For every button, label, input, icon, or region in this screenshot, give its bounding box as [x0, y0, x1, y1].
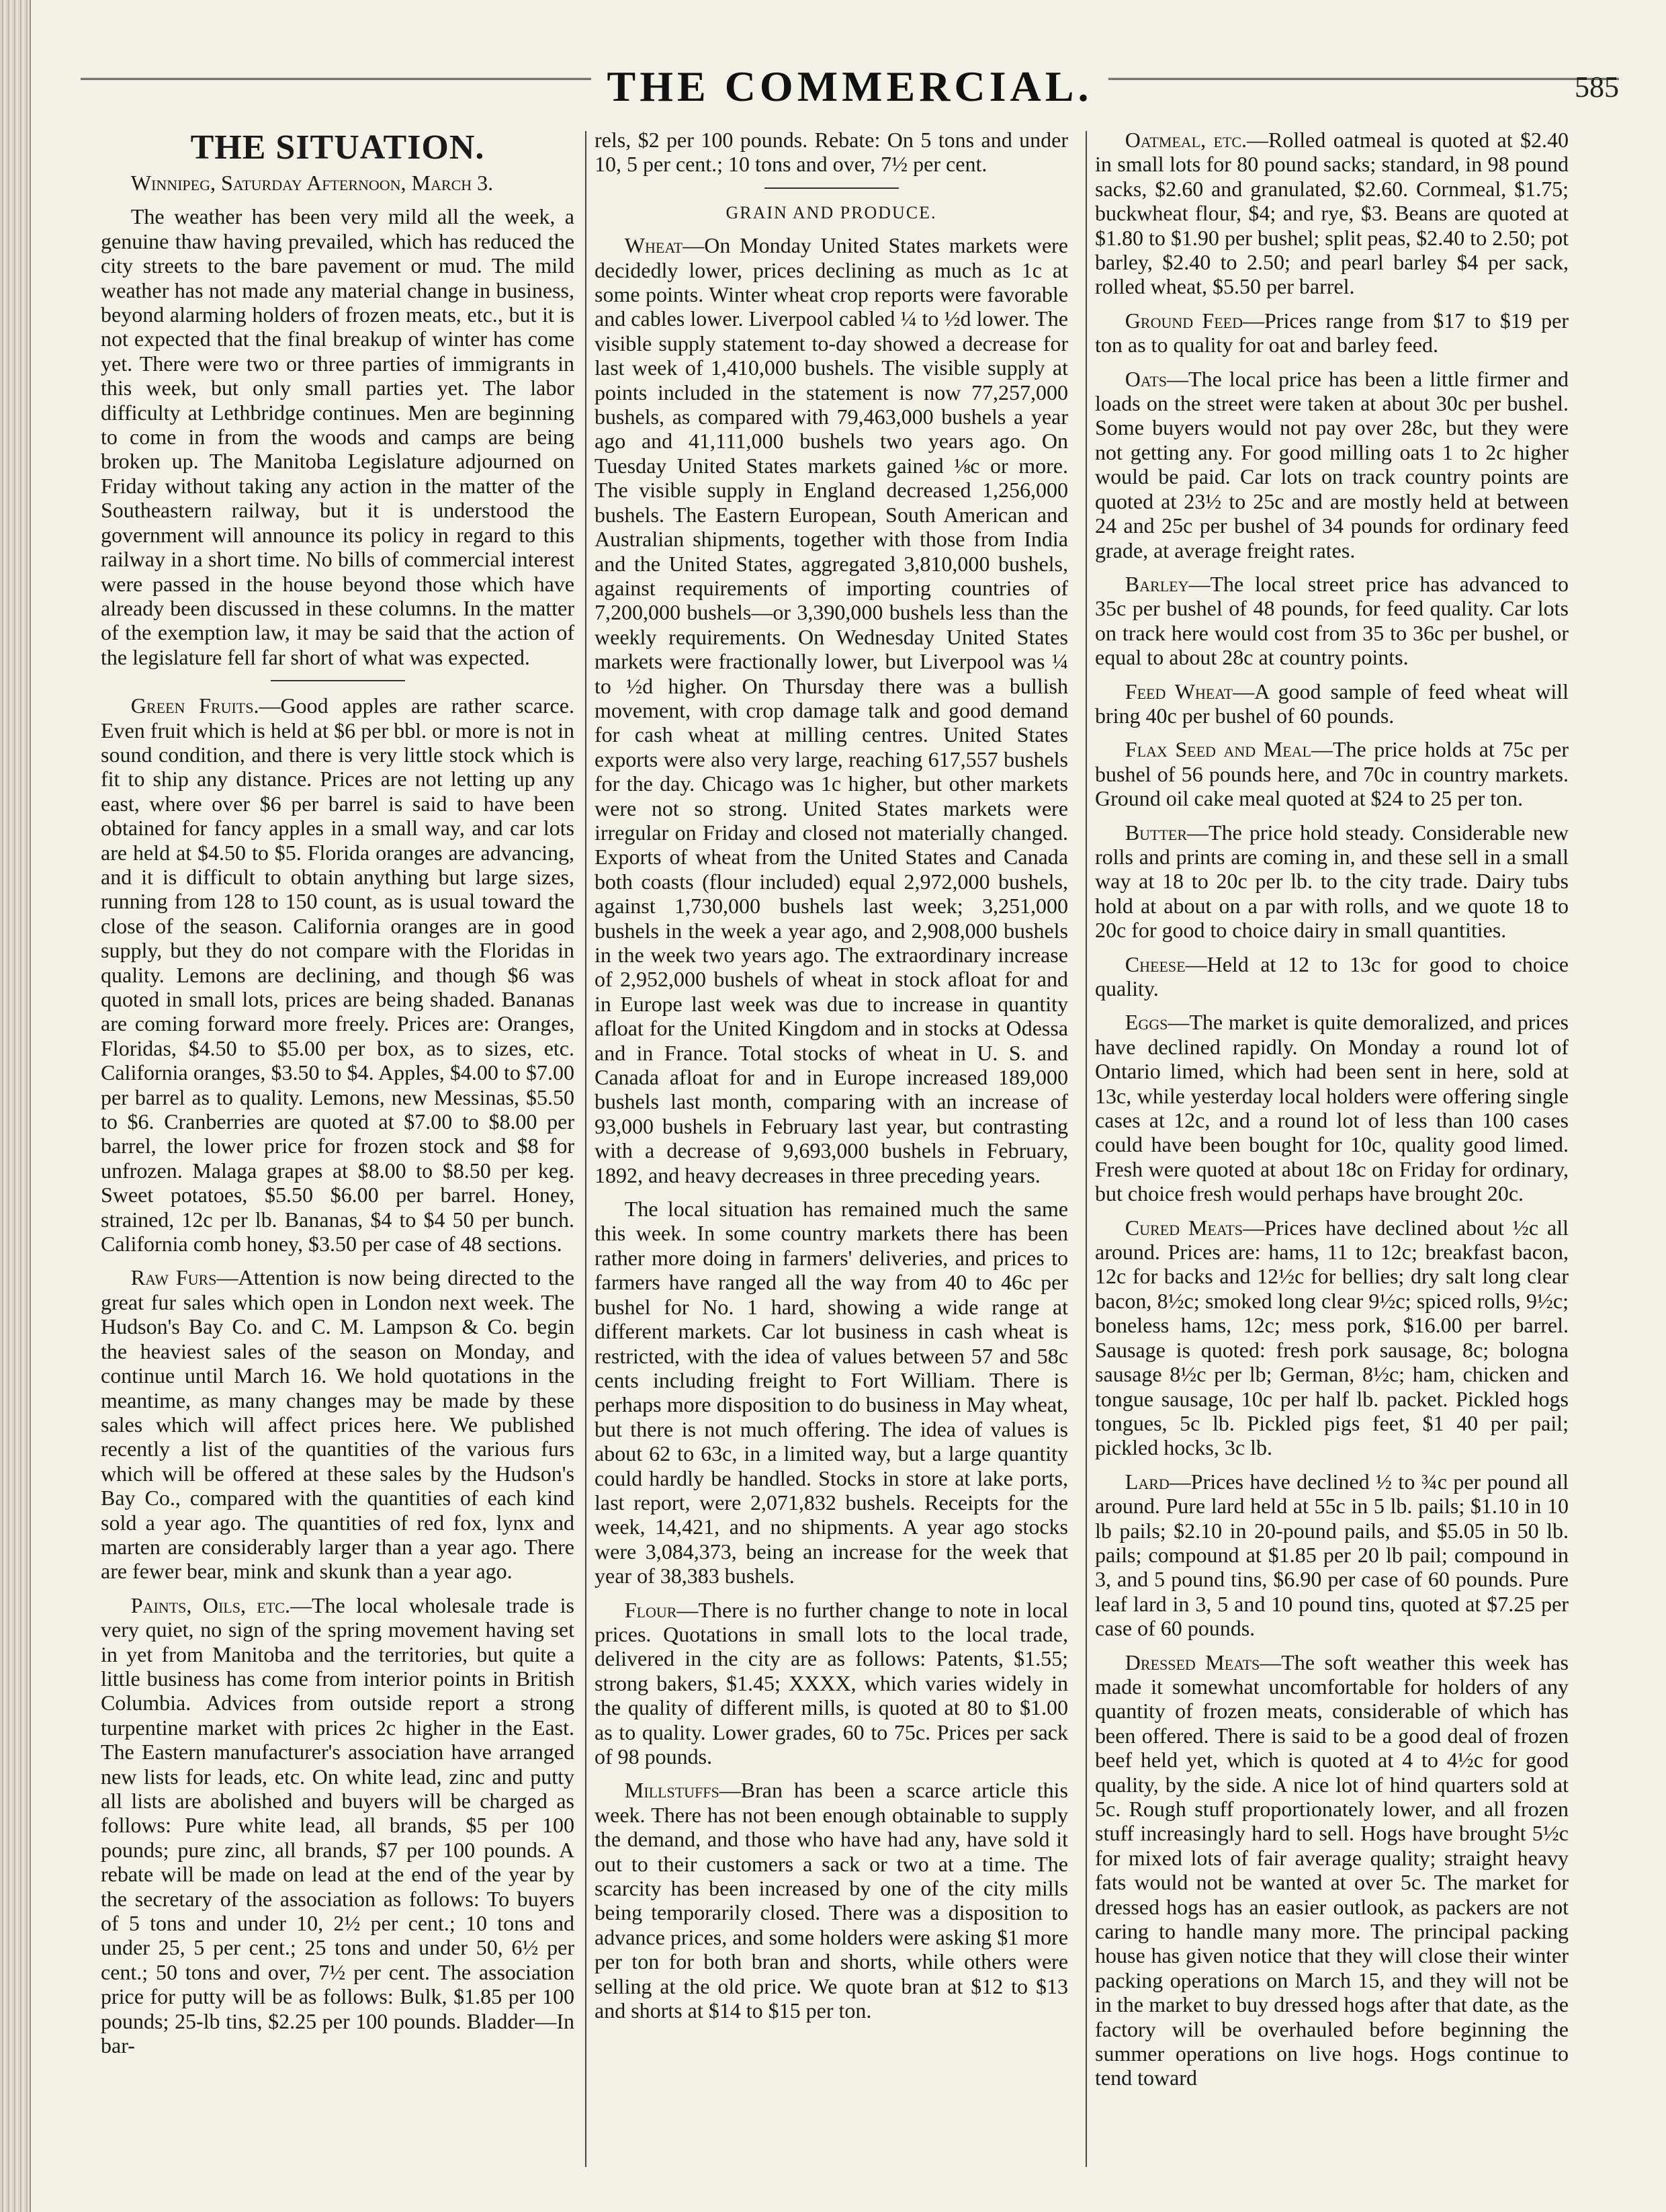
paragraph-butter [1095, 820, 1569, 943]
column-rule-2 [1086, 131, 1087, 2167]
heading-dressed-meats: Dressed Meats [1125, 1650, 1260, 1674]
text-flour: —There is no further change to note in local prices. Quotations in small lots to the local trade, delivered in the city are as follows: Patents, $1.55; strong bakers, $1.45; XXXX, which varies widely in the quality of different mills, is quoted at 80 to $1.00 as to quality. Lower grades, 60 to 75c. Prices per sack of 98 pounds. [595, 1597, 1068, 1769]
paragraph-cured-meats [1095, 1216, 1569, 1460]
text-feed-wheat: —A good sample of feed wheat will bring 40c per bushel of 60 pounds. [1095, 679, 1569, 728]
text-ground-feed: —Prices range from $17 to $19 per ton as to quality for oat and barley feed. [1095, 308, 1569, 357]
column-1 [101, 128, 574, 2170]
text-raw-furs: —Attention is now being directed to the great fur sales which open in London next week. The Hudson's Bay Co. and C. M. Lampson & Co. begin the heaviest sales of the season on Monday, and continue until March 16. We hold quotations in the meantime, as many changes may be made by these sales which will affect prices here. We published recently a list of the quantities of the various furs which will be offered at these sales by the Hudson's Bay Co., compared with the quantities of each kind sold a year ago. The quantities of red fox, lynx and marten are considerably larger than a year ago. There are fewer bear, mink and skunk than a year ago. [101, 1265, 574, 1584]
column-rule-1 [585, 131, 586, 2167]
paragraph-eggs [1095, 1010, 1569, 1205]
text-cured-meats: —Prices have declined about ½c all around. Prices are: hams, 11 to 12c; breakfast bacon, 12c for backs and 12½c for bellies; dry salt long clear bacon, 8½c; smoked long clear 9½c; spiced rolls, 9½c; boneless hams, 12c; mess pork, $16.00 per barrel. Sausage is quoted: fresh pork sausage, 8c; bologna sausage 8½c per lb; German, 8½c; ham, chicken and tongue sausage, 10c per half lb. packet. Pickled hogs tongues, 5c lb. Pickled pigs feet, $1 40 per pail; pickled hocks, 3c lb. [1095, 1215, 1569, 1460]
paragraph-flour [595, 1598, 1068, 1769]
text-wheat: —On Monday United States markets were decidedly lower, prices declining as much as 1c at some points. Winter wheat crop reports were favorable and cables lower. Liverpool cabled ¼ to ½d lower. The visible supply statement to-day showed a decrease for last week of 1,410,000 bushels. The visible supply at points included in the statement is now 77,257,000 bushels, as compared with 79,463,000 bushels a year ago and 41,111,000 bushels two years ago. On Tuesday United States markets gained ⅛c or more. The visible supply in England decreased 1,256,000 bushels. The Eastern European, South American and Australian shipments, together with those from India and the United States, aggregated 3,810,000 bushels, against requirements of importing countries of 7,200,000 bushels—or 3,390,000 bushels less than the weekly requirements. On Wednesday United States markets were fractionally lower, but Liverpool was ¼ to ½d higher. On Thursday there was a bullish movement, with crop damage talk and good demand for cash wheat at milling centres. United States exports were also very large, reaching 617,557 bushels for the day. Chicago was 1c higher, but other markets were not so strong. United States markets were irregular on Friday and closed not materially changed. Exports of wheat from the United States and Canada both coasts (flour included) equal 2,972,000 bushels, against 1,730,000 bushels last week; 3,251,000 bushels in the week a year ago, and 2,908,000 bushels in the week two years ago. The extraordinary increase of 2,952,000 bushels of wheat in stock afloat for and in Europe last week was due to increase in quantity afloat for the United Kingdom and in stocks at Odessa and in France. Total stocks of wheat in U. S. and Canada afloat for and in Europe increased 189,000 bushels last month, comparing with an increase of 93,000 bushels in February last year, but contrasting with a decrease of 9,693,000 bushels in February, 1892, and heavy decreases in three preceding years. [595, 233, 1068, 1187]
heading-barley: Barley [1125, 571, 1189, 596]
paragraph-feed-wheat [1095, 679, 1569, 728]
masthead-text: THE COMMERCIAL. [591, 62, 1109, 110]
heading-feed-wheat: Feed Wheat [1125, 679, 1233, 704]
heading-ground-feed: Ground Feed [1125, 308, 1243, 333]
heading-raw-furs: Raw Furs [130, 1265, 217, 1290]
heading-cured-meats: Cured Meats [1125, 1215, 1243, 1240]
text-paints: —The local wholesale trade is very quiet, no sign of the spring movement having set in yet from Manitoba and the territories, but quite a little business has come from interior points in British Columbia. Advices from outside report a strong turpentine market with prices 2c higher in the East. The Eastern manufacturer's association have arranged new lists for leads, etc. On white lead, zinc and putty all lists are abolished and buyers will be charged as follows: Pure white lead, all brands, $5 per 100 pounds; pure zinc, all brands, $7 per 100 pounds. A rebate will be made on lead at the end of the year by the secretary of the association as follows: To buyers of 5 tons and under 10, 2½ per cent.; 10 tons and under 25, 5 per cent.; 25 tons and under 50, 6½ per cent.; 50 tons and over, 7½ per cent. The association price for putty will be as follows: Bulk, $1.85 per 100 pounds; 25-lb tins, $2.25 per 100 pounds. Bladder—In bar- [101, 1592, 574, 2058]
paragraph-raw-furs [101, 1265, 574, 1583]
heading-eggs: Eggs [1125, 1010, 1168, 1035]
heading-lard: Lard [1125, 1469, 1170, 1494]
paragraph-local-situation: The local situation has remained much the same this week. In some country markets there has been rather more doing in farmers' deliveries, and prices to farmers have ranged all the way from 40 to 46c per bushel for No. 1 hard, showing a wide range at different markets. Car lot business in cash wheat is restricted, with the idea of values between 57 and 58c cents including freight to Fort William. There is perhaps more disposition to do business in May wheat, but there is not much offering. The idea of values is about 62 to 63c, in a limited way, but a large quantity could hardly be handled. Stocks in store at lake ports, last report, were 2,071,832 bushels. Receipts for the week, 14,421, and no shipments. A year ago stocks were 3,084,373, being an increase for the week that year of 38,383 bushels. [595, 1197, 1068, 1588]
column-3 [1095, 128, 1569, 2170]
paragraph-dressed-meats [1095, 1650, 1569, 2090]
section-divider [764, 187, 899, 189]
heading-green-fruits: Green Fruits. [130, 693, 259, 718]
text-barley: —The local street price has advanced to 35c per bushel of 48 pounds, for feed quality. Car lots on track here would cost from 35 to 36c per bushel, or equal to about 28c at country points. [1095, 571, 1569, 670]
masthead [81, 62, 1619, 112]
heading-oats: Oats [1125, 366, 1168, 391]
heading-cheese: Cheese [1125, 951, 1186, 976]
page-number: 585 [1575, 71, 1619, 103]
text-green-fruits: —Good apples are rather scarce. Even fruit which is held at $6 per bbl. or more is not in sound condition, and there is very little stock which is fit to ship any distance. Prices are not letting up any east, where over $6 per barrel is said to have been obtained for fancy apples in a small way, and car lots are held at $4.50 to $5. Florida oranges are advancing, and it is difficult to obtain anything but large sizes, running from 128 to 150 count, as is usual toward the close of the season. California oranges are in good supply, but they do not compare with the Floridas in quality. Lemons are declining, and though $6 was quoted in small lots, prices are being shaded. Bananas are coming forward more freely. Prices are: Oranges, Floridas, $4.50 to $5.00 per box, as to sizes, etc. California oranges, $3.50 to $4. Apples, $4.00 to $7.00 per barrel as to quality. Lemons, new Messinas, $5.50 to $6. Cranberries are quoted at $7.00 to $8.00 per barrel, the lower price for frozen stock and $8 for unfrozen. Malaga grapes at $8.00 to $8.50 per keg. Sweet potatoes, $5.50 $6.00 per barrel. Honey, strained, 12c per lb. Bananas, $4 to $4 50 per bunch. California comb honey, $3.50 per case of 48 sections. [101, 693, 574, 1257]
page-spine-edge [0, 0, 31, 2212]
heading-flour: Flour [624, 1597, 677, 1622]
paragraph-flax [1095, 737, 1569, 810]
text-butter: —The price hold steady. Considerable new rolls and prints are coming in, and these sell in a small way at 18 to 20c per lb. to the city trade. Dairy tubs hold at about on a par with rolls, and we quote 18 to 20c for good to choice dairy in small quantities. [1095, 820, 1569, 943]
heading-paints: Paints, Oils, etc. [130, 1592, 290, 1617]
paragraph-wheat [595, 233, 1068, 1187]
text-oatmeal: —Rolled oatmeal is quoted at $2.40 in small lots for 80 pound sacks; standard, in 98 pound sacks, $2.60 and granulated, $2.60. Cornmeal, $1.75; buckwheat flour, $4; and rye, $3. Beans are quoted at $1.80 to $1.90 per bushel; split peas, $2.40 to 2.50; pot barley, $2.40 to 2.50; and pearl barley $4 per sack, rolled wheat, $5.50 per barrel. [1095, 128, 1569, 299]
text-oats: —The local price has been a little firmer and loads on the street were taken at about 30c per bushel. Some buyers would not pay over 28c, but they were not getting any. For good milling oats 1 to 2c higher would be paid. Car lots on track country points are quoted at 23½ to 25c and are mostly held at between 24 and 25c per bushel of 34 pounds for ordinary feed grade, at average freight rates. [1095, 366, 1569, 562]
paragraph-oatmeal [1095, 128, 1569, 299]
text-dressed-meats: —The soft weather this week has made it somewhat uncomfortable for holders of any quantity of frozen meats, considerable of which has been offered. There is said to be a good deal of frozen beef held yet, which is quoted at 4 to 4½c for good quality, by the side. A nice lot of hind quarters sold at 5c. Rough stuff proportionately lower, and all frozen stuff increasingly hard to sell. Hogs have brought 5½c for mixed lots of fair average quality; straight heavy fats would not be wanted at over 5c. The market for dressed hogs has an easier outlook, as packers are not caring to handle many more. The principal packing house has given notice that they will close their winter packing operations on March 15, and they will not be in the market to buy dressed hogs after that date, as the factory will be overhauled before beginning the summer operations on live hogs. Hogs continue to tend toward [1095, 1650, 1569, 2090]
page-header [81, 60, 1619, 114]
heading-flax: Flax Seed and Meal [1125, 737, 1311, 762]
heading-millstuffs: Millstuffs [624, 1778, 719, 1803]
text-millstuffs: —Bran has been a scarce article this week. There has not been enough obtainable to supply the demand, and those who have had any, have sold it out to their customers a sack or two at a time. The scarcity has been increased by one of the city mills being temporarily closed. There was a disposition to advance prices, and some holders were asking $1 more per ton for both bran and shorts, while others were selling at the old price. We quote bran at $12 to $13 and shorts at $14 to $15 per ton. [595, 1778, 1068, 2023]
paragraph-barley [1095, 572, 1569, 670]
text-lard: —Prices have declined ½ to ¾c per pound all around. Pure lard held at 55c in 5 lb. pails; $1.10 in 10 lb pails; $2.10 in 20-pound pails, and $5.05 in 50 lb. pails; compound at $1.85 per 20 lb pail; compound in 3, and 5 pound tins, $6.90 per case of 60 pounds. Pure leaf lard in 3, 5 and 10 pound tins, quoted at $7.25 per case of 60 pounds. [1095, 1469, 1569, 1641]
paragraph-continued: rels, $2 per 100 pounds. Rebate: On 5 tons and under 10, 5 per cent.; 10 tons and over, 7½ per cent. [595, 128, 1068, 177]
paragraph-paints [101, 1593, 574, 2058]
dateline: Winnipeg, Saturday Afternoon, March 3. [130, 171, 494, 195]
article-title: THE SITUATION. [190, 128, 485, 167]
column-2 [595, 128, 1068, 2170]
heading-oatmeal: Oatmeal, etc. [1125, 128, 1247, 152]
paragraph-oats [1095, 367, 1569, 562]
section-heading-grain: GRAIN AND PRODUCE. [726, 202, 937, 222]
text-cheese: —Held at 12 to 13c for good to choice quality. [1095, 951, 1569, 1001]
heading-wheat: Wheat [624, 233, 683, 258]
paragraph-intro: The weather has been very mild all the week, a genuine thaw having prevailed, which has reduced the city streets to the bare pavement or mud. The mild weather has not made any material change in business, beyond alarming holders of frozen meats, etc., but it is not expected that the final breakup of winter has come yet. There were two or three parties of immigrants in this week, but only small parties yet. The labor difficulty at Lethbridge continues. Men are beginning to come in from the woods and camps are being broken up. The Manitoba Legislature adjourned on Friday without taking any action in the matter of the Southeastern railway, but it is understood the government will announce its policy in regard to this railway in a short time. No bills of commercial interest were passed in the house beyond those which have already been discussed in these columns. In the matter of the exemption law, it may be said that the action of the legislature fell far short of what was expected. [101, 204, 574, 669]
paragraph-cheese [1095, 952, 1569, 1001]
paragraph-green-fruits [101, 693, 574, 1256]
text-flax: —The price holds at 75c per bushel of 56 pounds here, and 70c in country markets. Ground oil cake meal quoted at $24 to 25 per ton. [1095, 737, 1569, 811]
text-eggs: —The market is quite demoralized, and prices have declined rapidly. On Monday a round lot of Ontario limed, which had been sent in here, sold at 13c, while yesterday local holders were offering single cases at 12c, and a round lot of less than 100 cases could have been bought for 10c, quality good limed. Fresh were quoted at about 18c on Friday for ordinary, but choice fresh would perhaps have brought 20c. [1095, 1010, 1569, 1206]
paragraph-lard [1095, 1470, 1569, 1641]
paragraph-ground-feed [1095, 308, 1569, 357]
section-divider [271, 680, 405, 681]
heading-butter: Butter [1125, 820, 1188, 845]
paragraph-millstuffs [595, 1778, 1068, 2023]
